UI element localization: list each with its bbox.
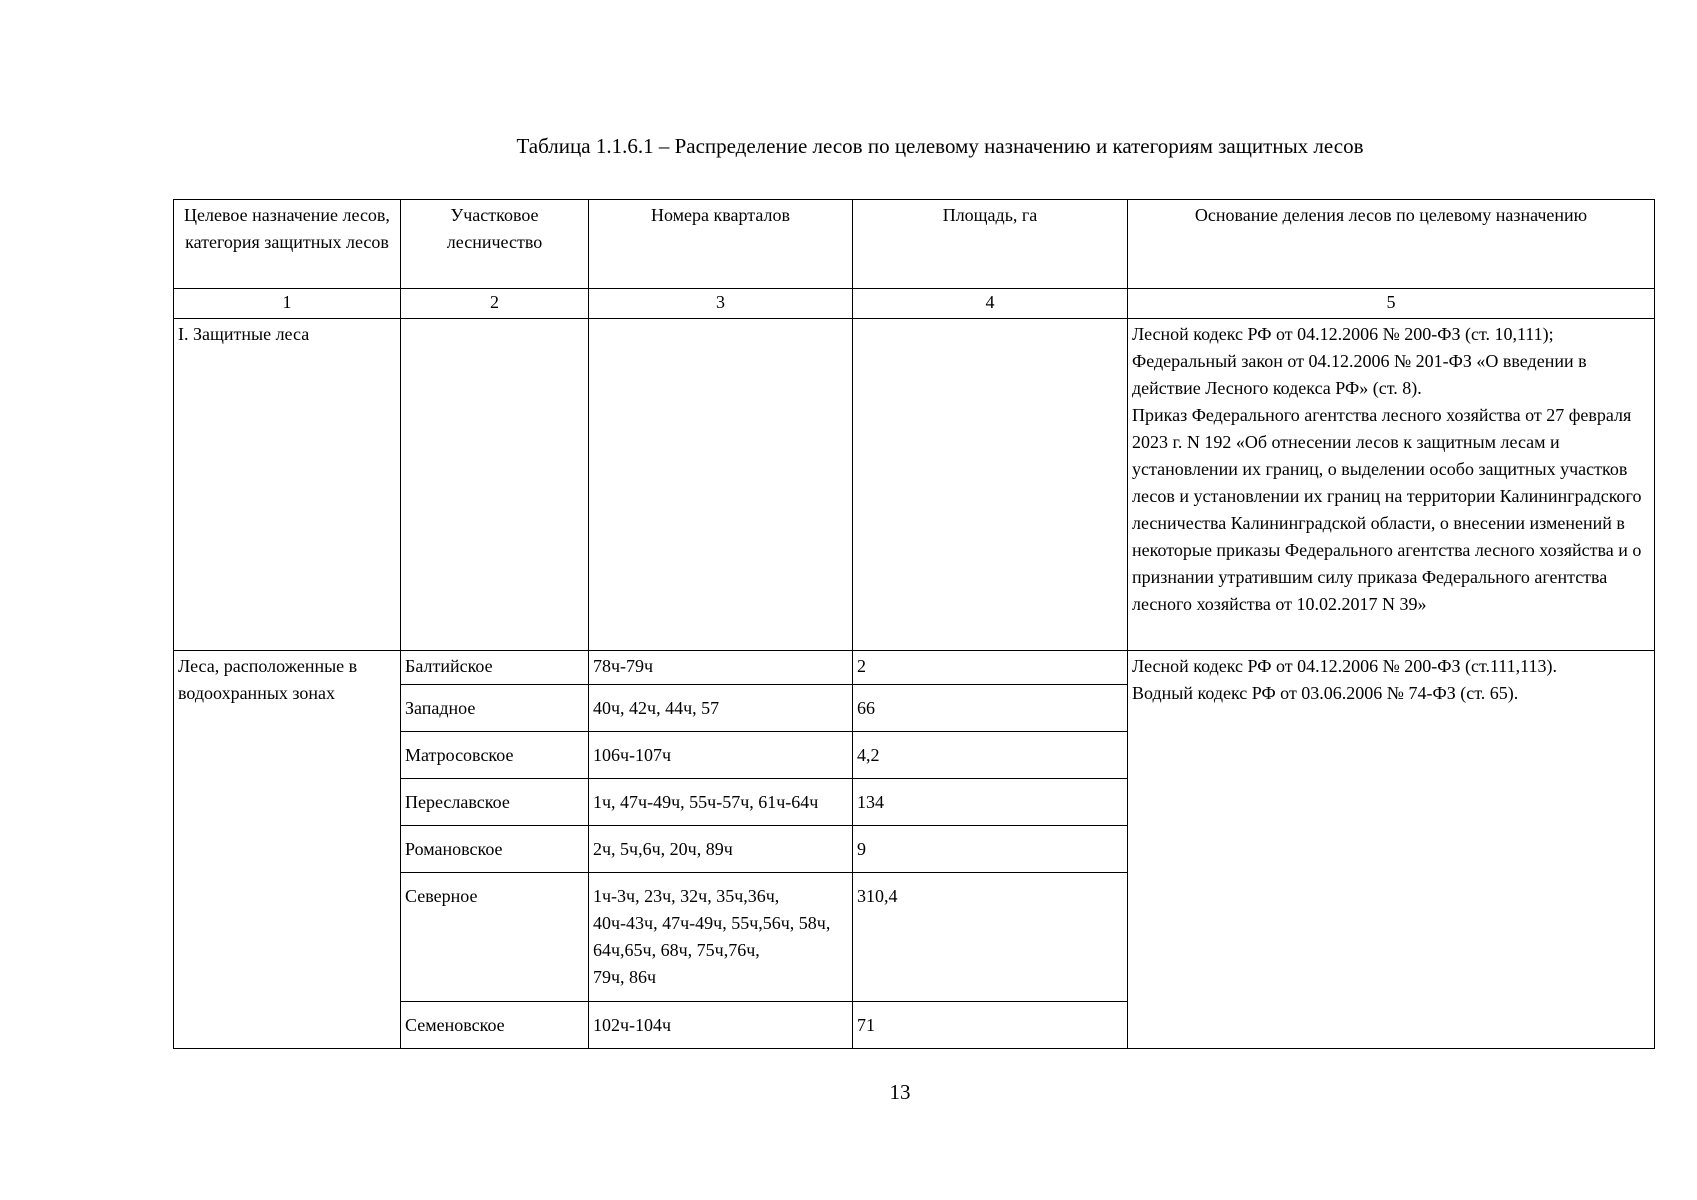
area-cell: 134 [853, 779, 1128, 826]
forest-distribution-table [173, 199, 1655, 1049]
quarters-cell: 1ч, 47ч-49ч, 55ч-57ч, 61ч-64ч [589, 779, 853, 826]
quarters-cell: 102ч-104ч [589, 1002, 853, 1049]
table-row [174, 651, 1655, 685]
column-number: 4 [853, 289, 1128, 319]
column-header-purpose: Целевое назначение лесов, категория защитных лесов [174, 200, 401, 289]
column-number: 3 [589, 289, 853, 319]
column-number: 5 [1128, 289, 1655, 319]
empty-cell [589, 319, 853, 651]
column-header-forestry: Участковое лесничество [401, 200, 589, 289]
quarters-cell: 1ч-3ч, 23ч, 32ч, 35ч,36ч, 40ч-43ч, 47ч-49ч, 55ч,56ч, 58ч, 64ч,65ч, 68ч, 75ч,76ч, 79ч, 86ч [589, 873, 853, 1002]
quarters-cell: 2ч, 5ч,6ч, 20ч, 89ч [589, 826, 853, 873]
area-cell: 9 [853, 826, 1128, 873]
empty-cell [853, 319, 1128, 651]
page-number: 13 [889, 1080, 911, 1104]
quarters-cell: 40ч, 42ч, 44ч, 57 [589, 685, 853, 732]
column-number: 2 [401, 289, 589, 319]
category-cell: Леса, расположенные в водоохранных зонах [174, 651, 401, 1049]
basis-cell: Лесной кодекс РФ от 04.12.2006 № 200-ФЗ (ст. 10,111); Федеральный закон от 04.12.2006 № 201-ФЗ «О введении в действие Лесного кодекса РФ» (ст. 8). Приказ Федерального агентства лесного хозяйства от 27 февраля 2023 г. N 192 «Об отнесении лесов к защитным лесам и установлении их границ, о выделении особо защитных участков лесов и установлении их границ на территории Калининградского лесничества Калининградской области, о внесении изменений в некоторые приказы Федерального агентства лесного хозяйства и о признании утратившим силу приказа Федерального агентства лесного хозяйства от 10.02.2017 N 39» [1128, 319, 1655, 651]
column-header-basis: Основание деления лесов по целевому назначению [1128, 200, 1655, 289]
column-header-quarters: Номера кварталов [589, 200, 853, 289]
forestry-cell: Матросовское [401, 732, 589, 779]
empty-cell [401, 319, 589, 651]
area-cell: 2 [853, 651, 1128, 685]
forestry-cell: Северное [401, 873, 589, 1002]
column-number-row [174, 289, 1655, 319]
quarters-cell: 78ч-79ч [589, 651, 853, 685]
table-row-protective-forests [174, 319, 1655, 651]
category-cell: I. Защитные леса [174, 319, 401, 651]
area-cell: 71 [853, 1002, 1128, 1049]
area-cell: 310,4 [853, 873, 1128, 1002]
forestry-cell: Переславское [401, 779, 589, 826]
forestry-cell: Семеновское [401, 1002, 589, 1049]
table-header-row [174, 200, 1655, 289]
forestry-cell: Балтийское [401, 651, 589, 685]
column-number: 1 [174, 289, 401, 319]
area-cell: 4,2 [853, 732, 1128, 779]
page-title: Таблица 1.1.6.1 – Распределение лесов по целевому назначению и категориям защитных лесов [516, 134, 1364, 158]
forestry-cell: Западное [401, 685, 589, 732]
basis-cell: Лесной кодекс РФ от 04.12.2006 № 200-ФЗ (ст.111,113). Водный кодекс РФ от 03.06.2006 № 74-ФЗ (ст. 65). [1128, 651, 1655, 1049]
forestry-cell: Романовское [401, 826, 589, 873]
quarters-cell: 106ч-107ч [589, 732, 853, 779]
column-header-area: Площадь, га [853, 200, 1128, 289]
area-cell: 66 [853, 685, 1128, 732]
